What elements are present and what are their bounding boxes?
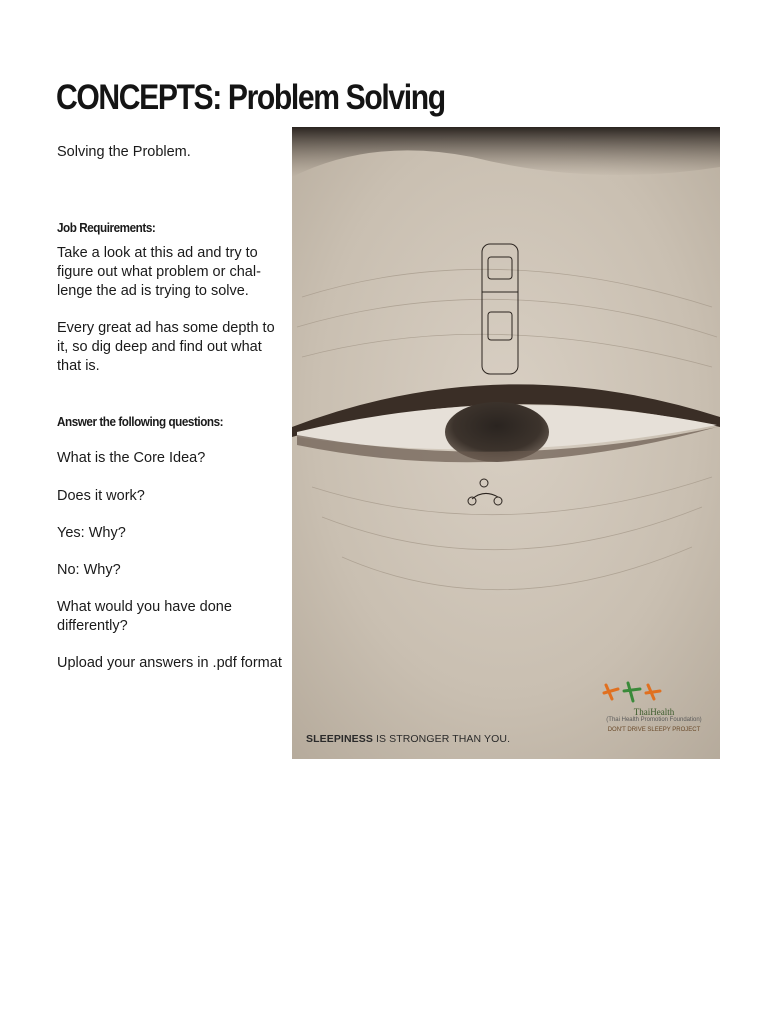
questions-heading: Answer the following questions: bbox=[57, 414, 224, 429]
eye-illustration bbox=[292, 127, 720, 759]
logo-name: ThaiHealth bbox=[633, 707, 675, 717]
question-core-idea: What is the Core Idea? bbox=[57, 450, 206, 466]
question-does-it-work: Does it work? bbox=[57, 488, 145, 504]
job-requirements-paragraph-2: Every great ad has some depth to it, so dig deep and find out what that is. bbox=[57, 320, 275, 374]
ad-tagline bbox=[306, 733, 510, 745]
intro-text: Solving the Problem. bbox=[57, 144, 191, 160]
question-differently: What would you have done differently? bbox=[57, 599, 232, 634]
upload-instruction: Upload your answers in .pdf format bbox=[57, 655, 282, 671]
logo-subtitle: (Thai Health Promotion Foundation) bbox=[606, 717, 702, 723]
tagline-rest: IS STRONGER THAN YOU. bbox=[372, 733, 511, 745]
tagline-bold: SLEEPINESS bbox=[306, 733, 373, 745]
people-logo-icon bbox=[598, 679, 668, 705]
logo-project: DON'T DRIVE SLEEPY PROJECT bbox=[607, 727, 701, 733]
ad-image bbox=[292, 127, 720, 759]
page-title: CONCEPTS: Problem Solving bbox=[56, 78, 445, 117]
question-yes-why: Yes: Why? bbox=[57, 525, 126, 541]
thaihealth-logo bbox=[598, 679, 710, 733]
job-requirements-paragraph-1: Take a look at this ad and try to figure out what problem or chal-lenge the ad is trying to solve. bbox=[57, 245, 261, 299]
job-requirements-heading: Job Requirements: bbox=[57, 220, 156, 235]
question-no-why: No: Why? bbox=[57, 562, 121, 578]
